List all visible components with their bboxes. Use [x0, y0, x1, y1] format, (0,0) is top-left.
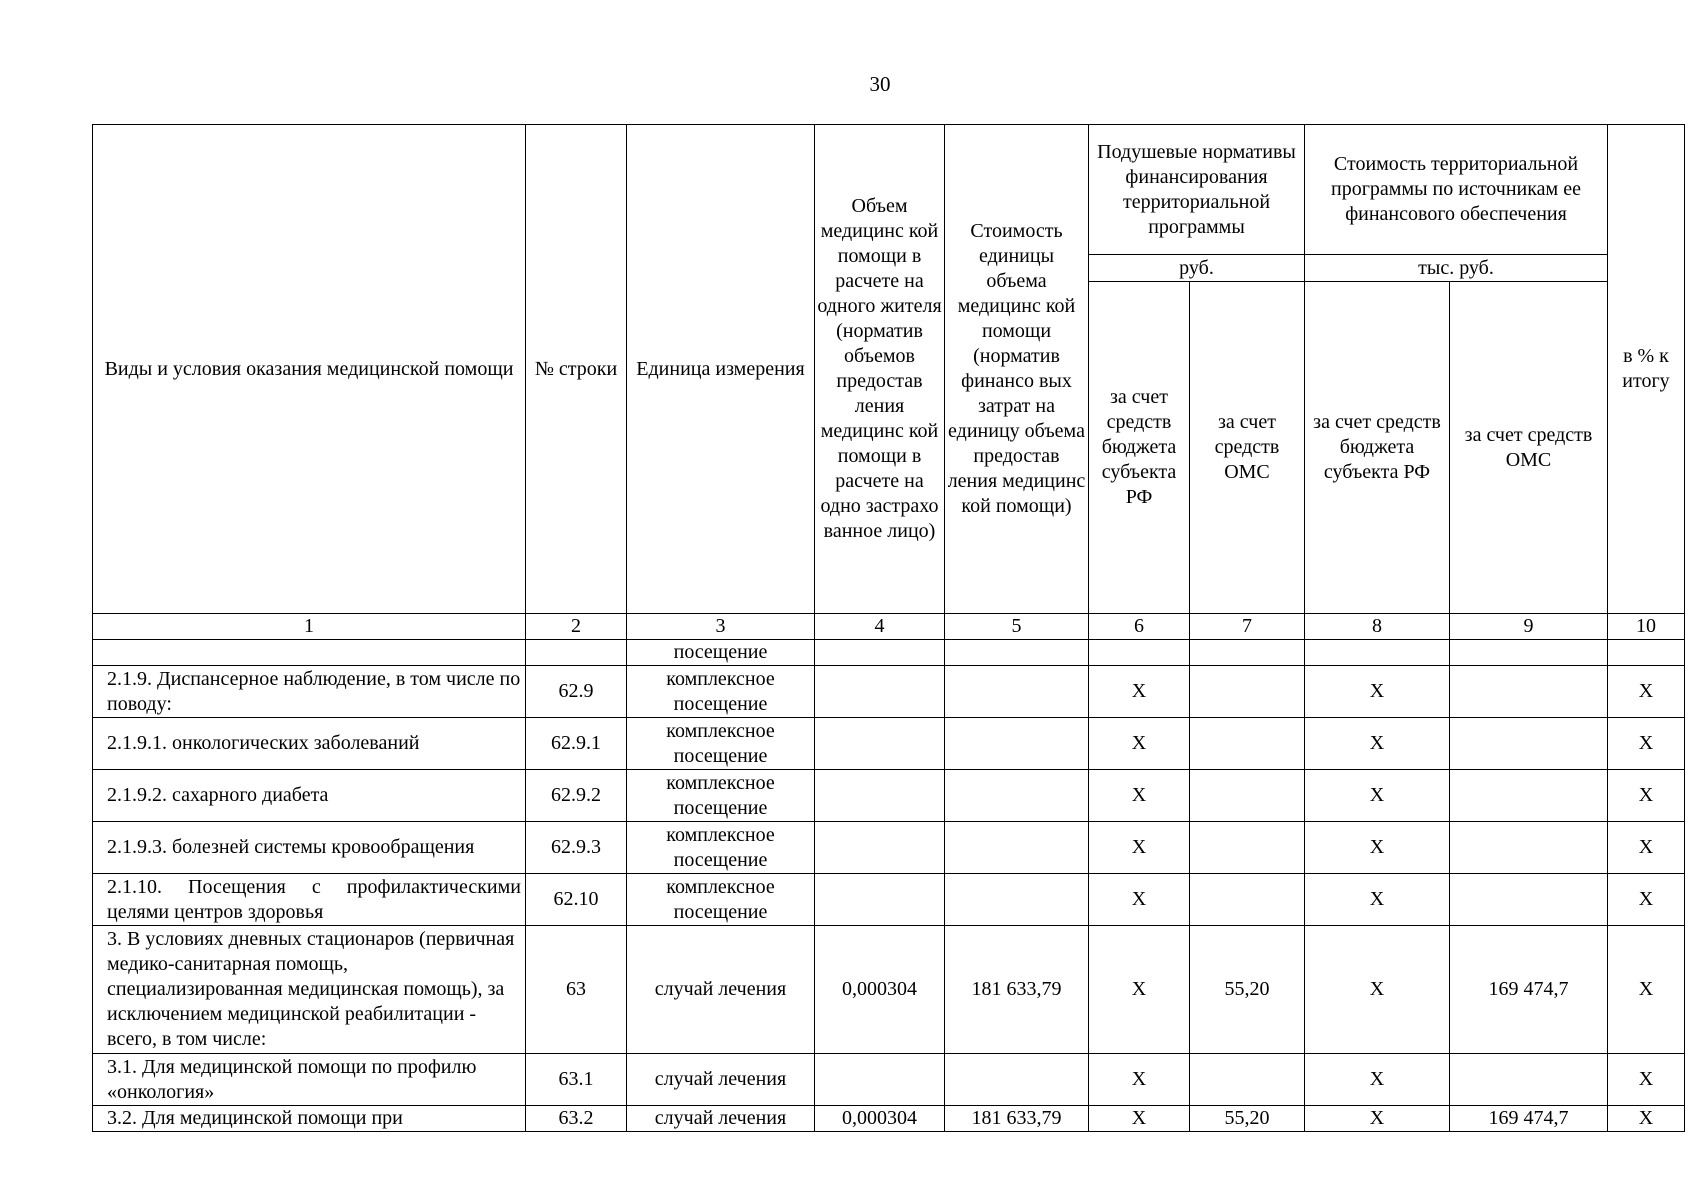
row-oms-cost — [1450, 1054, 1608, 1106]
row-line-number — [526, 640, 627, 666]
row-oms-per-capita — [1190, 718, 1305, 770]
row-volume — [815, 640, 945, 666]
row-budget-cost: X — [1305, 874, 1450, 926]
row-unit: посещение — [627, 640, 815, 666]
row-budget-per-capita: X — [1089, 666, 1190, 718]
row-name — [93, 640, 526, 666]
page-number: 30 — [869, 72, 891, 96]
table-row — [93, 666, 1685, 718]
row-unit: случай лечения — [627, 1054, 815, 1106]
row-budget-cost: X — [1305, 666, 1450, 718]
row-oms-cost — [1450, 770, 1608, 822]
row-percent: X — [1608, 926, 1685, 1054]
row-unit-cost — [945, 770, 1089, 822]
header-col-4: Объем медицинс кой помощи в расчете на одного жителя (норматив объемов предостав ления медицинс кой помощи в расчете на одно застрахо ванное лицо) — [815, 125, 945, 614]
row-volume — [815, 666, 945, 718]
program-cost-table — [92, 124, 1685, 1132]
row-oms-per-capita — [1190, 822, 1305, 874]
row-budget-per-capita: X — [1089, 874, 1190, 926]
row-percent: X — [1608, 822, 1685, 874]
row-line-number: 62.9.2 — [526, 770, 627, 822]
header-col-2: № строки — [526, 125, 627, 614]
table-row — [93, 1054, 1685, 1106]
row-line-number: 62.10 — [526, 874, 627, 926]
column-number: 5 — [945, 614, 1089, 640]
table-header — [93, 125, 1685, 614]
row-name: 2.1.9. Диспансерное наблюдение, в том числе по поводу: — [93, 666, 526, 718]
row-budget-per-capita: X — [1089, 770, 1190, 822]
row-percent — [1608, 640, 1685, 666]
row-unit: случай лечения — [627, 1106, 815, 1132]
row-unit: комплексное посещение — [627, 666, 815, 718]
row-volume — [815, 770, 945, 822]
row-budget-per-capita: X — [1089, 926, 1190, 1054]
table-row — [93, 926, 1685, 1054]
table-row — [93, 874, 1685, 926]
row-percent: X — [1608, 1106, 1685, 1132]
row-budget-per-capita: X — [1089, 1054, 1190, 1106]
row-percent: X — [1608, 770, 1685, 822]
header-unit-rub: руб. — [1089, 255, 1305, 282]
header-col-7: за счет средств ОМС — [1190, 282, 1305, 614]
row-unit: комплексное посещение — [627, 718, 815, 770]
header-col-6: за счет средств бюджета субъекта РФ — [1089, 282, 1190, 614]
row-budget-per-capita: X — [1089, 718, 1190, 770]
row-oms-per-capita: 55,20 — [1190, 1106, 1305, 1132]
row-unit-cost — [945, 1054, 1089, 1106]
row-budget-cost: X — [1305, 822, 1450, 874]
row-oms-cost — [1450, 718, 1608, 770]
row-unit-cost — [945, 718, 1089, 770]
header-col-8: за счет средств бюджета субъекта РФ — [1305, 282, 1450, 614]
row-name: 2.1.9.2. сахарного диабета — [93, 770, 526, 822]
column-number: 9 — [1450, 614, 1608, 640]
column-number: 4 — [815, 614, 945, 640]
row-oms-per-capita — [1190, 770, 1305, 822]
row-volume: 0,000304 — [815, 926, 945, 1054]
header-group-per-capita: Подушевые нормативы финансирования территориальной программы — [1089, 125, 1305, 255]
row-line-number: 63.1 — [526, 1054, 627, 1106]
row-oms-cost — [1450, 666, 1608, 718]
row-unit-cost — [945, 822, 1089, 874]
row-percent: X — [1608, 718, 1685, 770]
row-oms-per-capita — [1190, 1054, 1305, 1106]
header-col-3: Единица измерения — [627, 125, 815, 614]
row-name: 2.1.9.3. болезней системы кровообращения — [93, 822, 526, 874]
table-row — [93, 640, 1685, 666]
row-budget-cost: X — [1305, 718, 1450, 770]
row-name: 2.1.9.1. онкологических заболеваний — [93, 718, 526, 770]
row-budget-cost: X — [1305, 1106, 1450, 1132]
row-volume — [815, 822, 945, 874]
row-volume — [815, 874, 945, 926]
row-oms-per-capita — [1190, 640, 1305, 666]
table-row — [93, 718, 1685, 770]
column-number: 7 — [1190, 614, 1305, 640]
header-col-1: Виды и условия оказания медицинской помощи — [93, 125, 526, 614]
row-unit-cost — [945, 640, 1089, 666]
row-unit-cost — [945, 666, 1089, 718]
row-oms-per-capita — [1190, 666, 1305, 718]
row-volume — [815, 1054, 945, 1106]
row-unit-cost: 181 633,79 — [945, 1106, 1089, 1132]
header-col-10: в % к итогу — [1608, 125, 1685, 614]
header-col-9: за счет средств ОМС — [1450, 282, 1608, 614]
row-volume — [815, 718, 945, 770]
row-name: 3.2. Для медицинской помощи при — [93, 1106, 526, 1132]
row-oms-cost — [1450, 822, 1608, 874]
row-unit: случай лечения — [627, 926, 815, 1054]
row-budget-per-capita: X — [1089, 822, 1190, 874]
row-percent: X — [1608, 874, 1685, 926]
row-oms-cost — [1450, 874, 1608, 926]
row-budget-per-capita — [1089, 640, 1190, 666]
header-group-program-cost: Стоимость территориальной программы по источникам ее финансового обеспечения — [1305, 125, 1608, 255]
row-volume: 0,000304 — [815, 1106, 945, 1132]
column-number: 10 — [1608, 614, 1685, 640]
table-row — [93, 1106, 1685, 1132]
row-oms-per-capita: 55,20 — [1190, 926, 1305, 1054]
table-row — [93, 770, 1685, 822]
row-budget-cost: X — [1305, 1054, 1450, 1106]
row-line-number: 62.9.1 — [526, 718, 627, 770]
row-unit: комплексное посещение — [627, 770, 815, 822]
row-oms-per-capita — [1190, 874, 1305, 926]
row-oms-cost: 169 474,7 — [1450, 1106, 1608, 1132]
row-line-number: 63 — [526, 926, 627, 1054]
row-name: 2.1.10. Посещения с профилактическими целями центров здоровья — [93, 874, 526, 926]
row-name: 3. В условиях дневных стационаров (первичная медико-санитарная помощь, специализированная медицинская помощь), за исключением медицинской реабилитации - всего, в том числе: — [93, 926, 526, 1054]
column-number-row — [93, 614, 1685, 640]
column-number: 1 — [93, 614, 526, 640]
column-number: 6 — [1089, 614, 1190, 640]
header-col-5: Стоимость единицы объема медицинс кой помощи (норматив финансо вых затрат на единицу объема предостав ления медицинс кой помощи) — [945, 125, 1089, 614]
row-unit-cost — [945, 874, 1089, 926]
row-oms-cost: 169 474,7 — [1450, 926, 1608, 1054]
table-row — [93, 822, 1685, 874]
column-number: 8 — [1305, 614, 1450, 640]
column-number: 3 — [627, 614, 815, 640]
row-percent: X — [1608, 1054, 1685, 1106]
row-budget-cost — [1305, 640, 1450, 666]
row-unit: комплексное посещение — [627, 822, 815, 874]
row-unit: комплексное посещение — [627, 874, 815, 926]
row-line-number: 62.9.3 — [526, 822, 627, 874]
column-number: 2 — [526, 614, 627, 640]
row-line-number: 62.9 — [526, 666, 627, 718]
table-body — [93, 614, 1685, 1132]
row-unit-cost: 181 633,79 — [945, 926, 1089, 1054]
row-oms-cost — [1450, 640, 1608, 666]
row-budget-per-capita: X — [1089, 1106, 1190, 1132]
row-percent: X — [1608, 666, 1685, 718]
row-name: 3.1. Для медицинской помощи по профилю «онкология» — [93, 1054, 526, 1106]
row-line-number: 63.2 — [526, 1106, 627, 1132]
row-budget-cost: X — [1305, 926, 1450, 1054]
row-budget-cost: X — [1305, 770, 1450, 822]
header-unit-thousand-rub: тыс. руб. — [1305, 255, 1608, 282]
